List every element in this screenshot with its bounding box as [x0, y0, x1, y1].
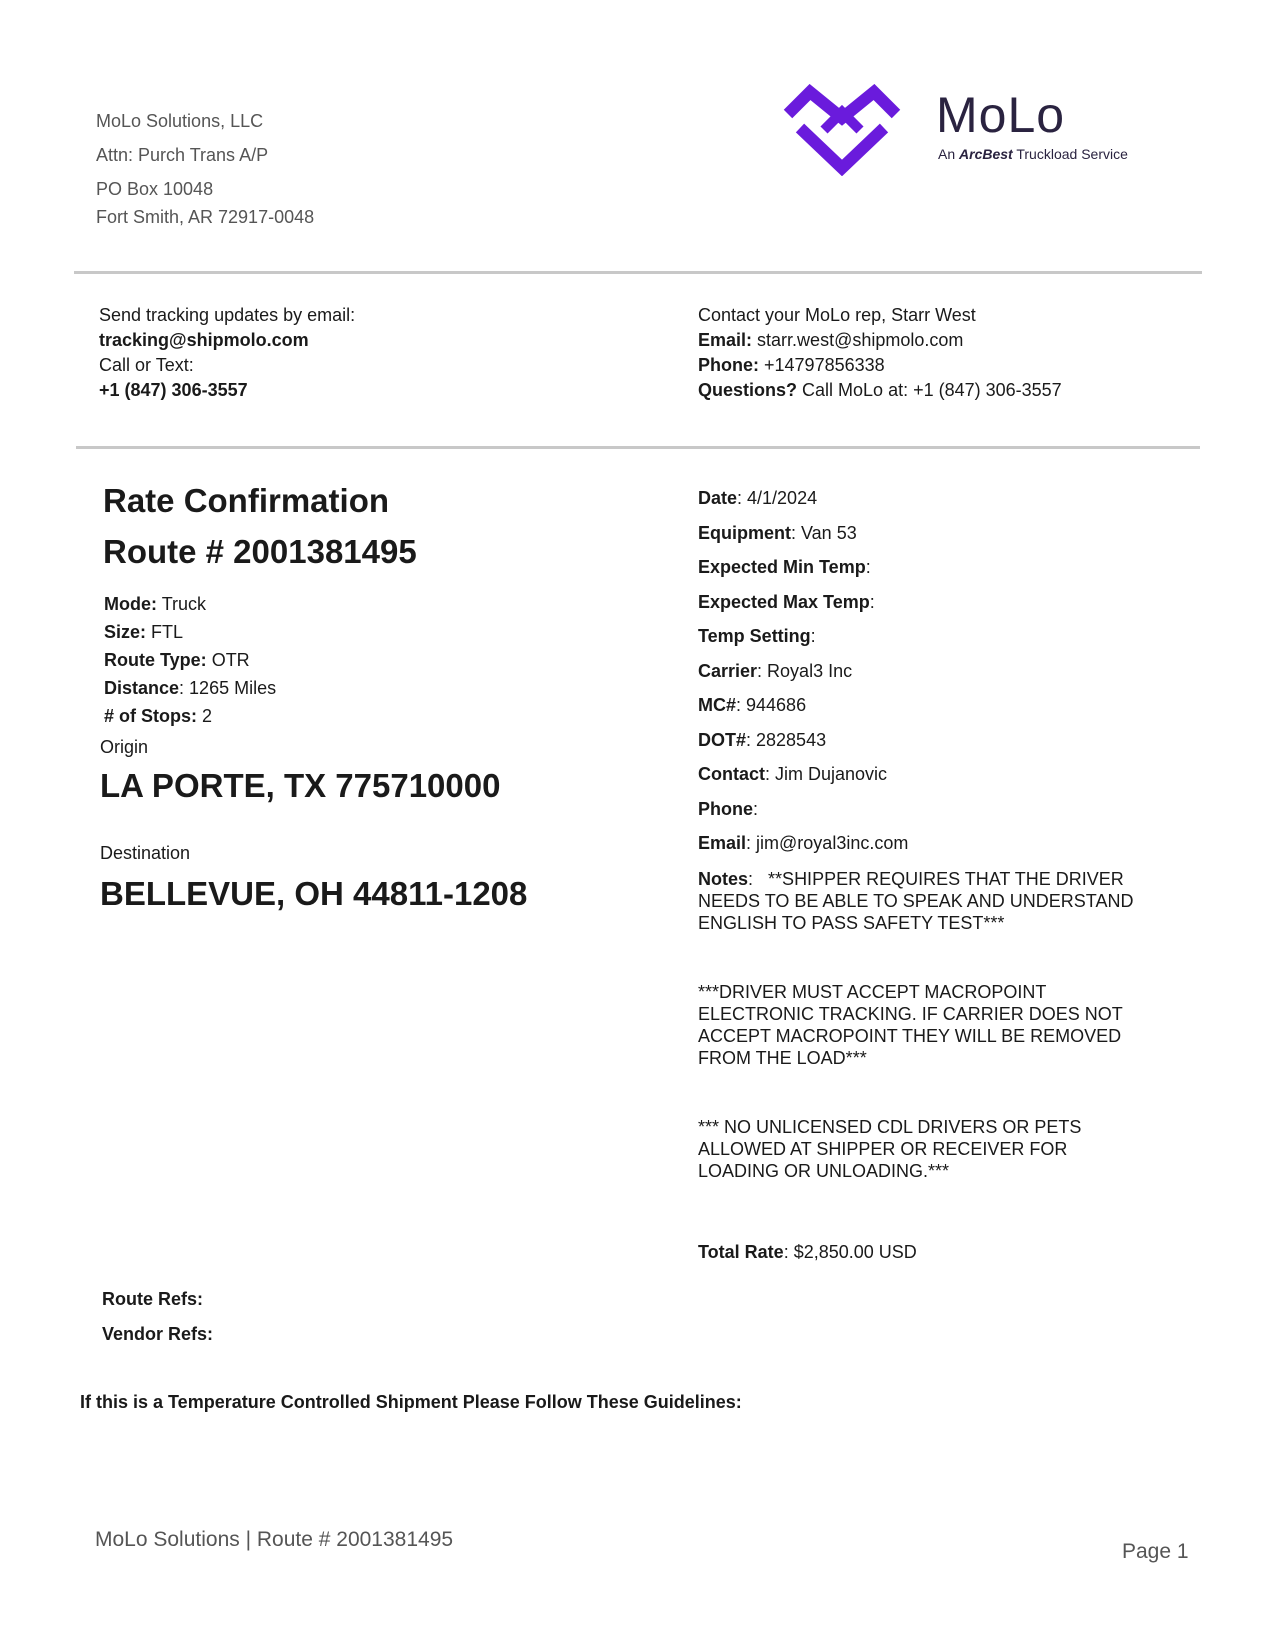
molo-logo — [778, 82, 1158, 182]
rep-questions-row — [698, 378, 1062, 403]
note-paragraph: Notes: **SHIPPER REQUIRES THAT THE DRIVER NEEDS TO BE ABLE TO SPEAK AND UNDERSTAND ENGLISH TO PASS SAFETY TEST*** — [698, 869, 1134, 933]
tracking-phone: +1 (847) 306-3557 — [99, 380, 248, 400]
detail-row: Equipment: Van 53 — [698, 522, 857, 543]
route-number: Route # 2001381495 — [103, 533, 417, 570]
detail-row: Contact: Jim Dujanovic — [698, 764, 888, 784]
tracking-info — [99, 303, 355, 403]
logo-tagline — [938, 146, 1128, 162]
fact-row: Size: FTL — [104, 622, 184, 642]
company-attn: Attn: Purch Trans A/P — [96, 145, 269, 165]
rep-phone-row — [698, 353, 1062, 378]
note-paragraph: ***DRIVER MUST ACCEPT MACROPOINT ELECTRONIC TRACKING. IF CARRIER DOES NOT ACCEPT MACROPOINT THEY WILL BE REMOVED FROM THE LOAD*** — [698, 982, 1123, 1068]
total-rate-label: Total Rate — [698, 1242, 784, 1262]
company-address — [96, 104, 314, 234]
destination-label: Destination — [100, 843, 191, 863]
rep-intro: Contact your MoLo rep, Starr West — [698, 305, 976, 325]
detail-row: Temp Setting: — [698, 626, 816, 646]
shipment-facts — [104, 590, 276, 730]
origin-location: LA PORTE, TX 775710000 — [100, 767, 501, 804]
fact-row: # of Stops: 2 — [104, 706, 213, 726]
detail-row: MC#: 944686 — [698, 695, 807, 715]
contact-divider — [76, 446, 1200, 449]
rep-info — [698, 303, 1062, 403]
detail-row: Expected Min Temp: — [698, 557, 871, 577]
detail-row: Expected Max Temp: — [698, 591, 875, 612]
company-po-box: PO Box 10048 — [96, 179, 214, 199]
total-rate-value: : $2,850.00 USD — [783, 1242, 917, 1262]
rep-questions-text: Call MoLo at: +1 (847) 306-3557 — [802, 380, 1062, 400]
fact-row: Distance: 1265 Miles — [104, 678, 277, 698]
rep-phone: +14797856338 — [764, 355, 885, 375]
header-divider — [74, 271, 1202, 274]
origin-label: Origin — [100, 737, 149, 757]
rep-questions-label: Questions? — [698, 380, 798, 400]
tracking-intro: Send tracking updates by email: — [99, 305, 356, 325]
detail-row: Email: jim@royal3inc.com — [698, 833, 909, 853]
route-refs: Route Refs: — [102, 1289, 204, 1309]
fact-row: Route Type: OTR — [104, 650, 250, 670]
company-name: MoLo Solutions, LLC — [96, 111, 264, 131]
tagline-brand: ArcBest — [959, 146, 1013, 162]
rep-email-label: Email: — [698, 330, 753, 350]
detail-row: DOT#: 2828543 — [698, 729, 827, 750]
note-paragraph: *** NO UNLICENSED CDL DRIVERS OR PETS ALLOWED AT SHIPPER OR RECEIVER FOR LOADING OR UNLOADING.*** — [698, 1117, 1082, 1181]
detail-row: Phone: — [698, 798, 759, 819]
destination-location: BELLEVUE, OH 44811-1208 — [100, 875, 528, 912]
company-city: Fort Smith, AR 72917-0048 — [96, 207, 315, 227]
detail-row: Date: 4/1/2024 — [698, 488, 818, 508]
notes-label: Notes — [698, 869, 749, 889]
tagline-suffix: Truckload Service — [1016, 146, 1128, 162]
vendor-refs: Vendor Refs: — [102, 1324, 214, 1344]
tracking-email: tracking@shipmolo.com — [99, 330, 309, 350]
molo-mark-icon — [778, 84, 908, 176]
carrier-details — [698, 484, 1158, 864]
logo-wordmark: MoLo — [936, 87, 1066, 143]
total-rate — [698, 1242, 917, 1263]
page-title: Rate Confirmation — [103, 482, 390, 519]
notes-section — [698, 868, 1138, 1229]
temperature-guidelines: If this is a Temperature Controlled Shipment Please Follow These Guidelines: — [80, 1392, 742, 1412]
tracking-call-label: Call or Text: — [99, 355, 194, 375]
detail-row: Carrier: Royal3 Inc — [698, 660, 853, 681]
rep-email: starr.west@shipmolo.com — [757, 330, 964, 350]
fact-row: Mode: Truck — [104, 594, 207, 614]
rep-email-row — [698, 328, 1062, 353]
page-number: Page 1 — [1122, 1540, 1189, 1563]
rep-phone-label: Phone: — [698, 355, 759, 375]
footer-text: MoLo Solutions | Route # 2001381495 — [95, 1528, 454, 1551]
tagline-prefix: An — [938, 146, 956, 162]
